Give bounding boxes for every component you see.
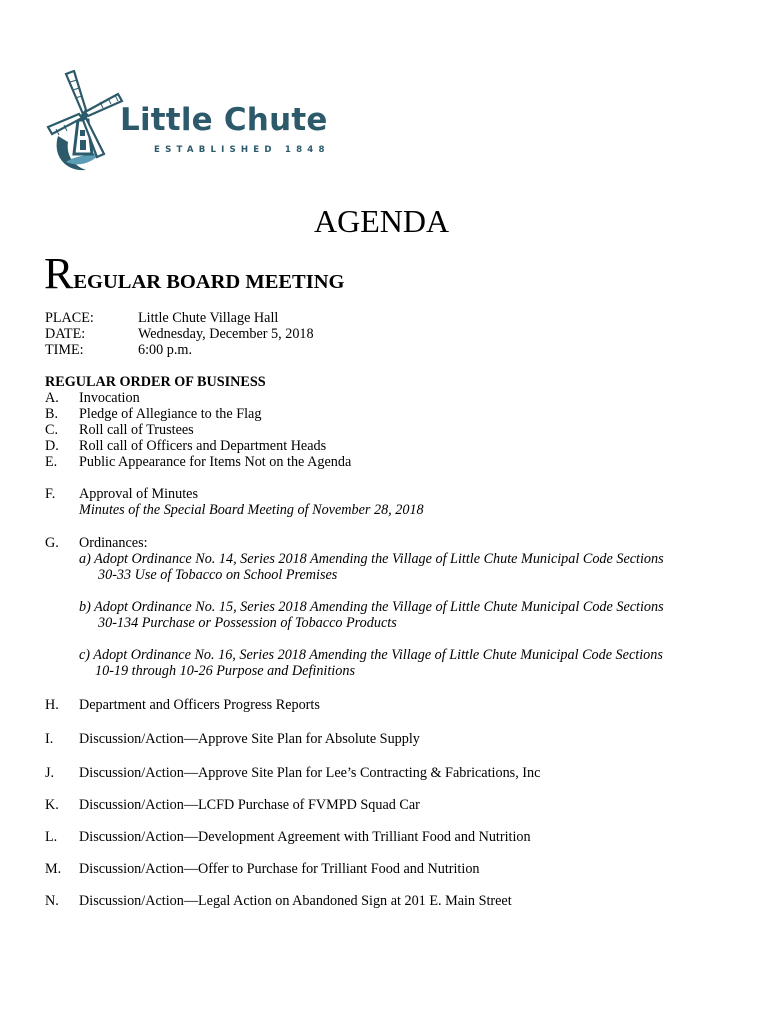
item-letter: B.: [45, 406, 59, 422]
agenda-item: Discussion/Action—Approve Site Plan for Absolute Supply: [79, 731, 420, 747]
agenda-item: Public Appearance for Items Not on the Agenda: [79, 454, 352, 470]
ordinance-line: b) Adopt Ordinance No. 15, Series 2018 Amending the Village of Little Chute Municipal Code Sections: [79, 599, 664, 615]
item-letter: M.: [45, 861, 62, 877]
agenda-item: Approval of Minutes: [79, 486, 199, 502]
ordinance-line: c) Adopt Ordinance No. 16, Series 2018 Amending the Village of Little Chute Municipal Code Sections: [79, 647, 663, 663]
agenda-item: Discussion/Action—LCFD Purchase of FVMPD Squad Car: [79, 797, 420, 813]
minutes-subitem: Minutes of the Special Board Meeting of November 28, 2018: [79, 502, 424, 518]
item-letter: L.: [45, 829, 58, 845]
ordinance-line: 10-19 through 10-26 Purpose and Definitions: [95, 663, 355, 679]
place-label: PLACE:: [45, 310, 94, 326]
meeting-title-dropcap: R: [44, 249, 74, 298]
time-label: TIME:: [45, 342, 84, 358]
item-letter: J.: [45, 765, 55, 781]
agenda-item: Pledge of Allegiance to the Flag: [79, 406, 262, 422]
order-heading: REGULAR ORDER OF BUSINESS: [45, 374, 266, 390]
agenda-item: Discussion/Action—Offer to Purchase for Trilliant Food and Nutrition: [79, 861, 480, 877]
item-letter: I.: [45, 731, 54, 747]
ordinance-line: 30-134 Purchase or Possession of Tobacco Products: [98, 615, 397, 631]
item-letter: E.: [45, 454, 58, 470]
ordinance-line: a) Adopt Ordinance No. 14, Series 2018 Amending the Village of Little Chute Municipal Code Sections: [79, 551, 664, 567]
item-letter: D.: [45, 438, 59, 454]
item-letter: N.: [45, 893, 59, 909]
village-logo: [44, 70, 344, 180]
date-value: Wednesday, December 5, 2018: [138, 326, 314, 342]
agenda-item: Discussion/Action—Legal Action on Abandoned Sign at 201 E. Main Street: [79, 893, 512, 909]
item-letter: A.: [45, 390, 59, 406]
time-value: 6:00 p.m.: [138, 342, 192, 358]
agenda-item: Discussion/Action—Development Agreement with Trilliant Food and Nutrition: [79, 829, 531, 845]
meeting-title-text: EGULAR BOARD MEETING: [73, 271, 345, 293]
ordinance-line: 30-33 Use of Tobacco on School Premises: [98, 567, 338, 583]
windmill-icon: [44, 70, 124, 176]
logo-tagline: ESTABLISHED 1848: [154, 145, 330, 155]
item-letter: C.: [45, 422, 59, 438]
page-title: AGENDA: [314, 203, 450, 239]
agenda-item: Discussion/Action—Approve Site Plan for Lee’s Contracting & Fabrications, Inc: [79, 765, 541, 781]
agenda-item: Ordinances:: [79, 535, 148, 551]
agenda-item: Roll call of Officers and Department Heads: [79, 438, 327, 454]
date-label: DATE:: [45, 326, 86, 342]
place-value: Little Chute Village Hall: [138, 310, 279, 326]
agenda-item: Department and Officers Progress Reports: [79, 697, 320, 713]
meeting-title: [44, 249, 345, 298]
agenda-item: Invocation: [79, 390, 140, 406]
item-letter: G.: [45, 535, 59, 551]
item-letter: H.: [45, 697, 59, 713]
item-letter: K.: [45, 797, 59, 813]
item-letter: F.: [45, 486, 56, 502]
agenda-item: Roll call of Trustees: [79, 422, 194, 438]
logo-wordmark: Little Chute: [120, 102, 328, 138]
